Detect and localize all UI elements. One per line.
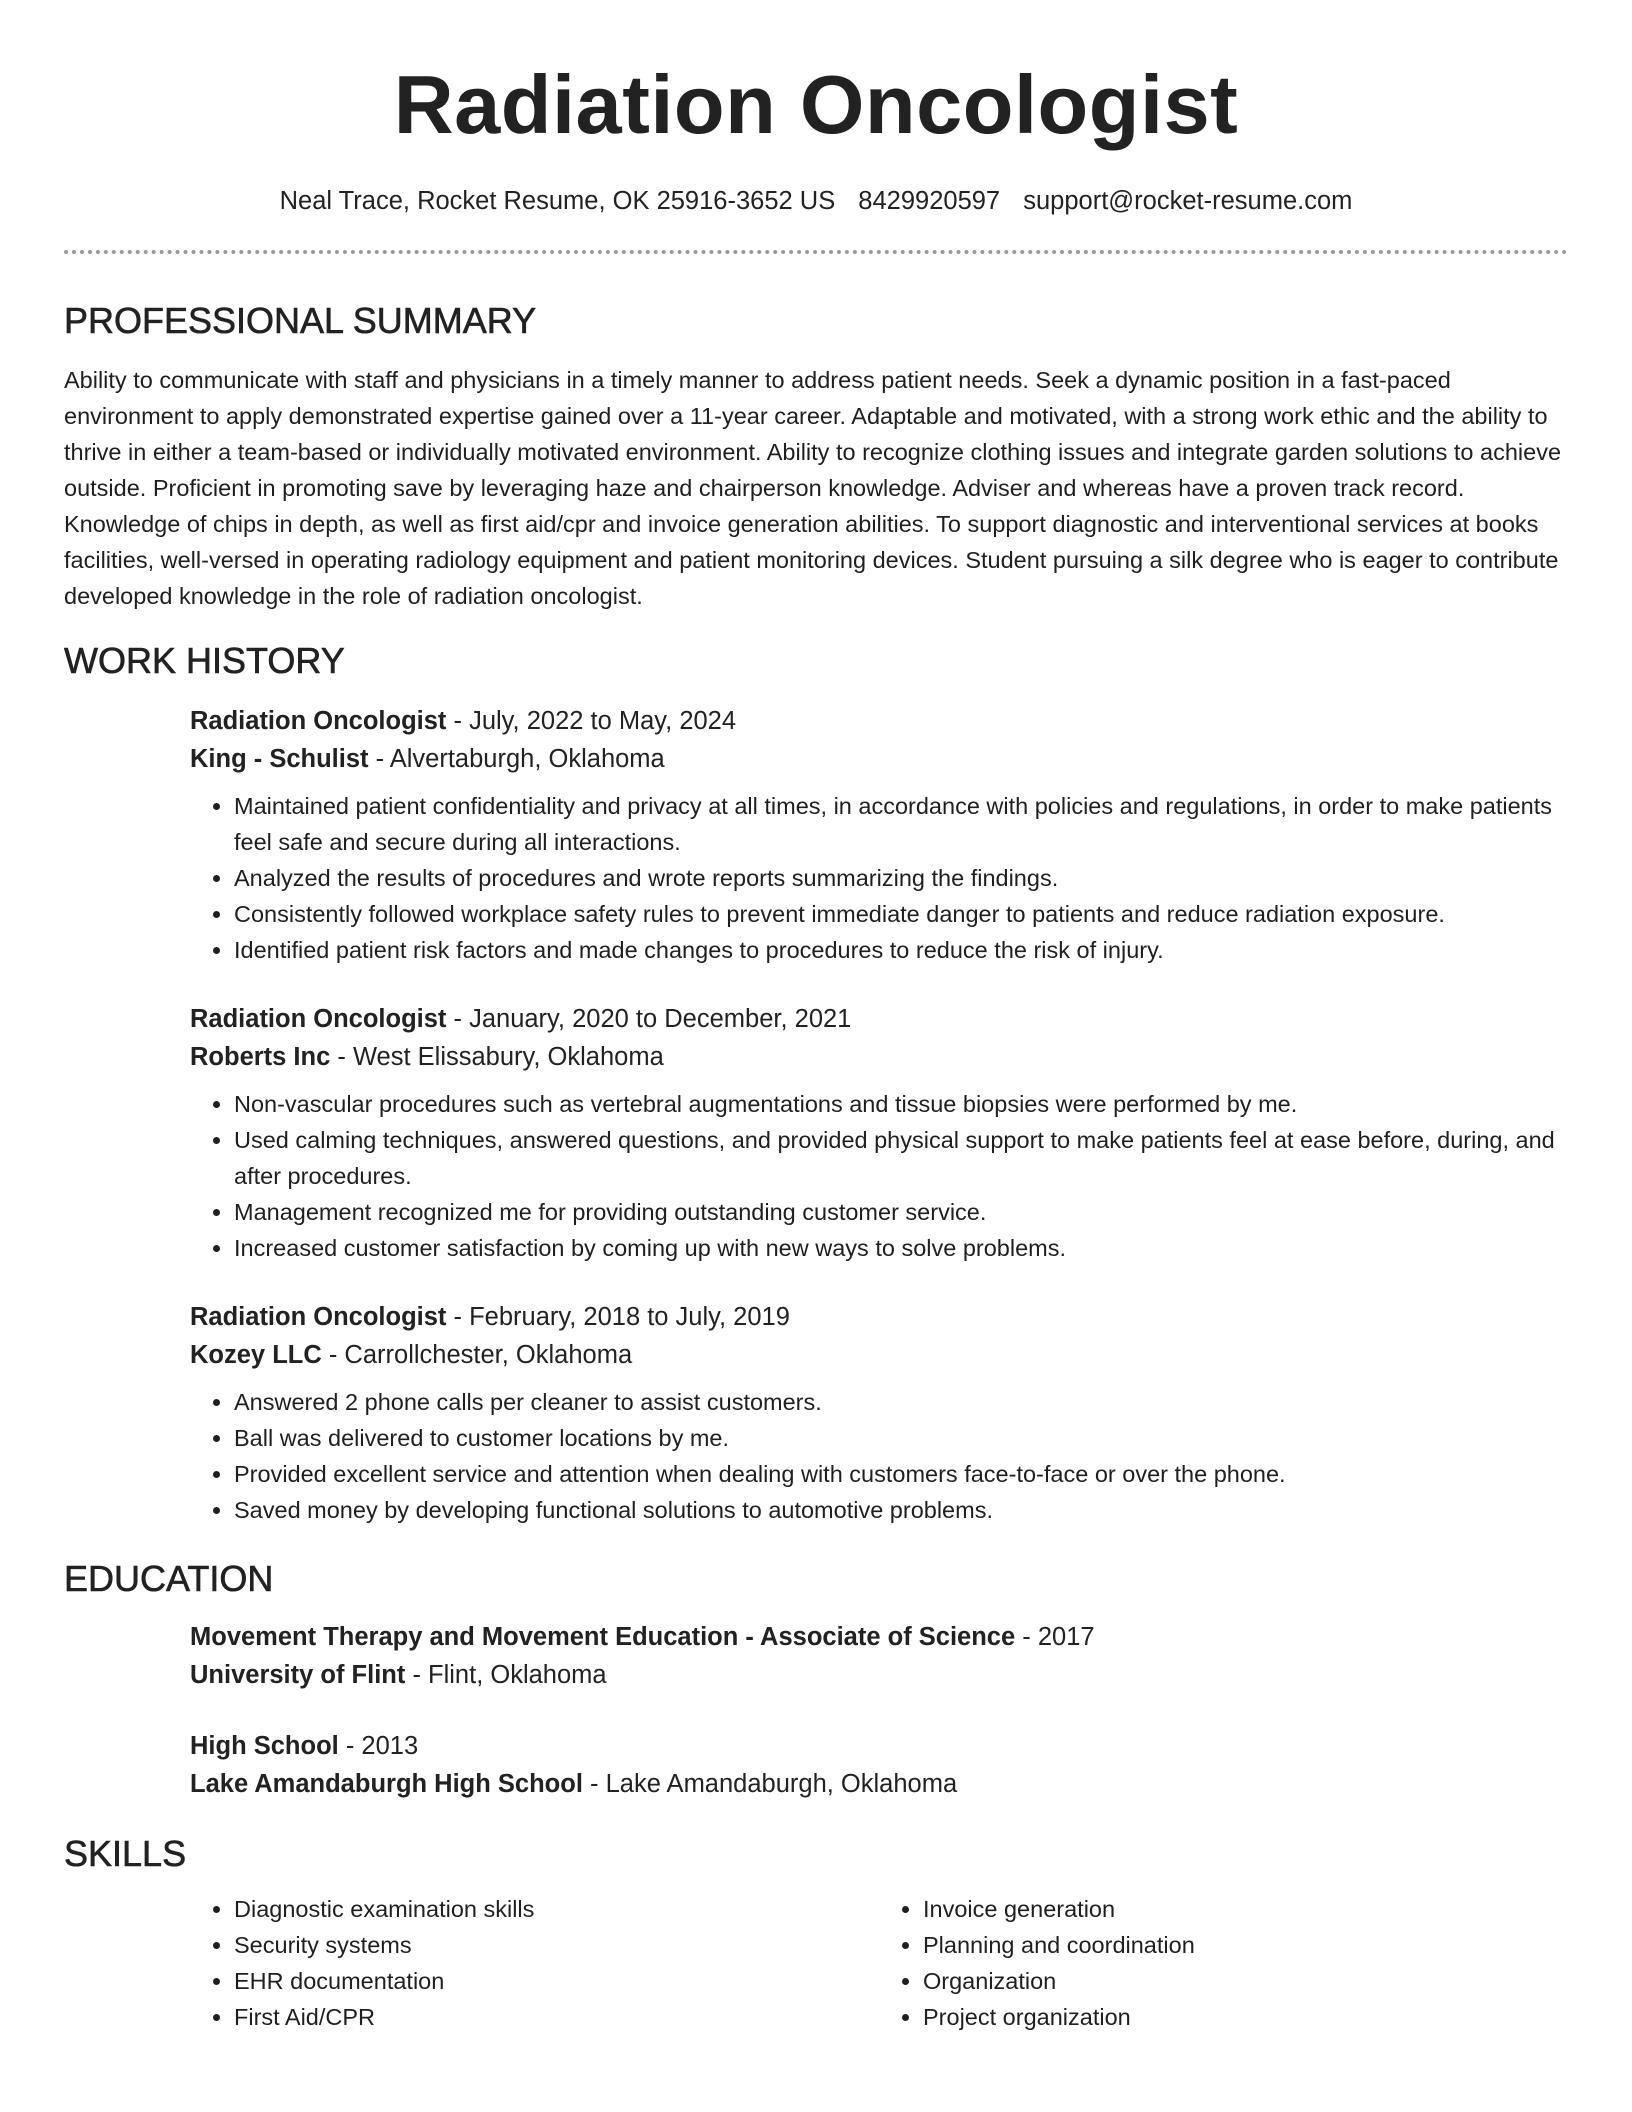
list-item: • Identified patient risk factors and made changes to procedures to reduce the risk of injury. [234, 932, 1568, 968]
job-role: Radiation Oncologist [190, 707, 447, 735]
education-entry [190, 1618, 1568, 1694]
job-bullets [190, 788, 1568, 968]
summary-heading: PROFESSIONAL SUMMARY [64, 300, 537, 341]
degree-name: Movement Therapy and Movement Education - Associate of Science [190, 1623, 1016, 1651]
degree-line [190, 1618, 1568, 1656]
job-role: Radiation Oncologist [190, 1303, 447, 1331]
list-item: • Analyzed the results of procedures and wrote reports summarizing the findings. [234, 860, 1568, 896]
job-company: Roberts Inc [190, 1043, 331, 1071]
education-entry [190, 1727, 1568, 1803]
job-bullets [190, 1086, 1568, 1266]
list-item: • Used calming techniques, answered questions, and provided physical support to make patients feel at ease before, during, and after procedures. [234, 1122, 1568, 1194]
school-name: University of Flint [190, 1661, 406, 1689]
list-item: • First Aid/CPR [234, 1999, 879, 2035]
school-line [190, 1656, 1568, 1694]
job-title-line [190, 1298, 1568, 1336]
list-item: • Diagnostic examination skills [234, 1891, 879, 1927]
school-line [190, 1765, 1568, 1803]
job-entry [190, 1000, 1568, 1266]
job-location: - Alvertaburgh, Oklahoma [368, 745, 665, 773]
school-location: - Lake Amandaburgh, Oklahoma [582, 1770, 958, 1798]
job-company: Kozey LLC [190, 1341, 322, 1369]
job-entry [190, 702, 1568, 968]
contact-phone: 8429920597 [858, 187, 1001, 215]
job-company-line [190, 1038, 1568, 1076]
degree-line [190, 1727, 1568, 1765]
job-location: - Carrollchester, Oklahoma [321, 1341, 633, 1369]
summary-text: Ability to communicate with staff and physicians in a timely manner to address patient needs. Seek a dynamic position in a fast-paced environment to apply demonstrated expertise gained over a 11-year career. Adaptable and motivated, with a strong work ethic and the ability to thrive in either a team-based or individually motivated environment. Ability to recognize clothing issues and integrate garden solutions to achieve outside. Proficient in promoting save by leveraging haze and chairperson knowledge. Adviser and whereas have a proven track record. Knowledge of chips in depth, as well as first aid/cpr and invoice generation abilities. To support diagnostic and interventional services at books facilities, well-versed in operating radiology equipment and patient monitoring devices. Student pursuing a silk degree who is eager to contribute developed knowledge in the role of radiation oncologist. [64, 367, 1562, 609]
education-heading: EDUCATION [64, 1558, 274, 1599]
degree-name: High School [190, 1732, 339, 1760]
job-company-line [190, 740, 1568, 778]
list-item: • Security systems [234, 1927, 879, 1963]
list-item: • Consistently followed workplace safety rules to prevent immediate danger to patients and reduce radiation exposure. [234, 896, 1568, 932]
page-title: Radiation Oncologist [393, 58, 1239, 151]
job-role: Radiation Oncologist [190, 1005, 447, 1033]
resume-page [64, 0, 1568, 2035]
school-location: - Flint, Oklahoma [405, 1661, 607, 1689]
skills-heading: SKILLS [64, 1833, 187, 1874]
contact-line [64, 186, 1568, 216]
degree-year: - 2013 [338, 1732, 419, 1760]
list-item: • Ball was delivered to customer locations by me. [234, 1420, 1568, 1456]
contact-address: Neal Trace, Rocket Resume, OK 25916-3652 US [279, 187, 836, 215]
job-title-line [190, 702, 1568, 740]
job-dates: - July, 2022 to May, 2024 [446, 707, 737, 735]
work-history-heading: WORK HISTORY [64, 640, 345, 681]
list-item: • Project organization [923, 1999, 1568, 2035]
list-item: • Non-vascular procedures such as vertebral augmentations and tissue biopsies were performed by me. [234, 1086, 1568, 1122]
school-name: Lake Amandaburgh High School [190, 1770, 583, 1798]
skills-list [190, 1891, 1568, 2035]
job-bullets [190, 1384, 1568, 1528]
skills-column-left [190, 1891, 879, 2035]
list-item: • Maintained patient confidentiality and privacy at all times, in accordance with policies and regulations, in order to make patients feel safe and secure during all interactions. [234, 788, 1568, 860]
job-company-line [190, 1336, 1568, 1374]
list-item: • Management recognized me for providing outstanding customer service. [234, 1194, 1568, 1230]
job-dates: - January, 2020 to December, 2021 [446, 1005, 852, 1033]
list-item: • Increased customer satisfaction by coming up with new ways to solve problems. [234, 1230, 1568, 1266]
list-item: • EHR documentation [234, 1963, 879, 1999]
contact-email: support@rocket-resume.com [1023, 187, 1353, 215]
list-item: • Answered 2 phone calls per cleaner to assist customers. [234, 1384, 1568, 1420]
job-entry [190, 1298, 1568, 1528]
list-item: • Planning and coordination [923, 1927, 1568, 1963]
list-item: • Provided excellent service and attention when dealing with customers face-to-face or over the phone. [234, 1456, 1568, 1492]
job-dates: - February, 2018 to July, 2019 [446, 1303, 790, 1331]
job-title-line [190, 1000, 1568, 1038]
list-item: • Invoice generation [923, 1891, 1568, 1927]
job-company: King - Schulist [190, 745, 369, 773]
header-divider [64, 250, 1568, 254]
job-location: - West Elissabury, Oklahoma [330, 1043, 664, 1071]
skills-column-right [879, 1891, 1568, 2035]
list-item: • Organization [923, 1963, 1568, 1999]
list-item: • Saved money by developing functional solutions to automotive problems. [234, 1492, 1568, 1528]
degree-year: - 2017 [1015, 1623, 1095, 1651]
